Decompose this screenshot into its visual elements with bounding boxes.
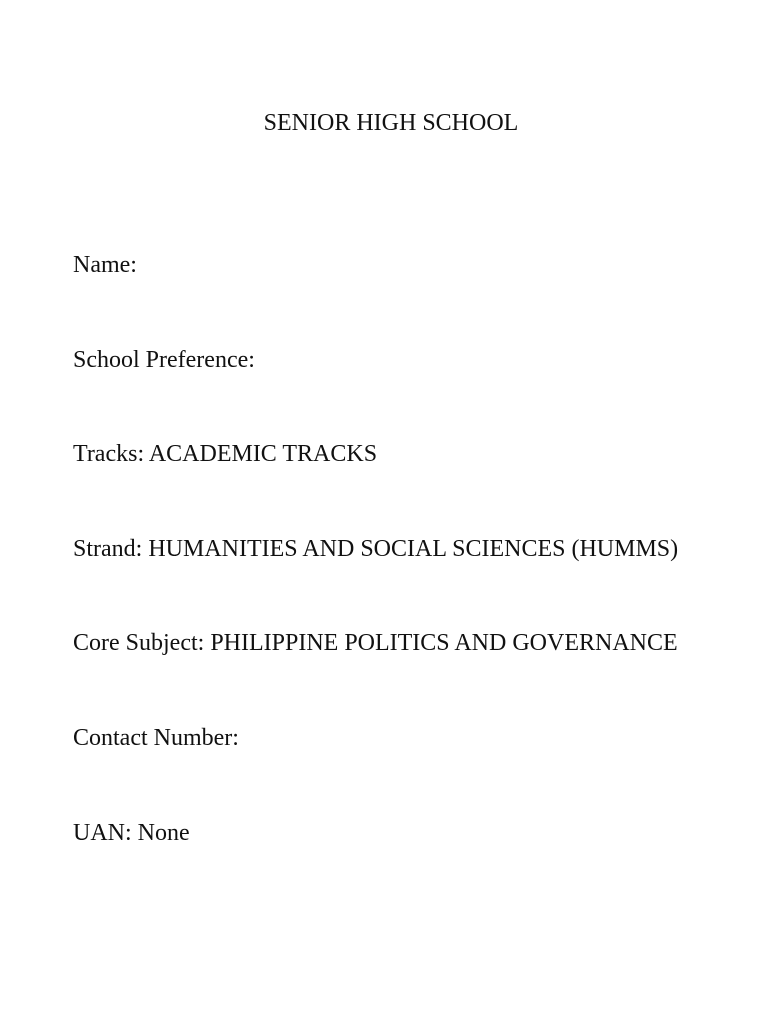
field-strand-value: HUMANITIES AND SOCIAL SCIENCES (HUMMS) bbox=[148, 535, 679, 562]
field-strand-label: Strand: bbox=[73, 535, 143, 562]
field-name-label: Name: bbox=[73, 252, 137, 278]
field-uan-value: None bbox=[137, 819, 190, 846]
field-name bbox=[73, 250, 678, 280]
field-tracks bbox=[73, 439, 678, 469]
field-uan-label: UAN: bbox=[73, 819, 132, 846]
document-title: SENIOR HIGH SCHOOL bbox=[263, 110, 519, 136]
field-core-subject-label: Core Subject: bbox=[73, 630, 205, 657]
field-uan bbox=[73, 818, 678, 848]
field-contact-number bbox=[73, 723, 678, 753]
field-core-subject-value: PHILIPPINE POLITICS AND GOVERNANCE bbox=[210, 630, 678, 657]
field-tracks-label: Tracks: bbox=[73, 441, 145, 468]
field-school-preference-label: School Preference: bbox=[73, 346, 255, 373]
field-school-preference bbox=[73, 345, 678, 375]
field-core-subject bbox=[73, 628, 678, 658]
form-fields bbox=[73, 250, 678, 848]
field-strand bbox=[73, 534, 678, 564]
field-tracks-value: ACADEMIC TRACKS bbox=[148, 441, 378, 468]
field-contact-number-label: Contact Number: bbox=[73, 724, 239, 751]
